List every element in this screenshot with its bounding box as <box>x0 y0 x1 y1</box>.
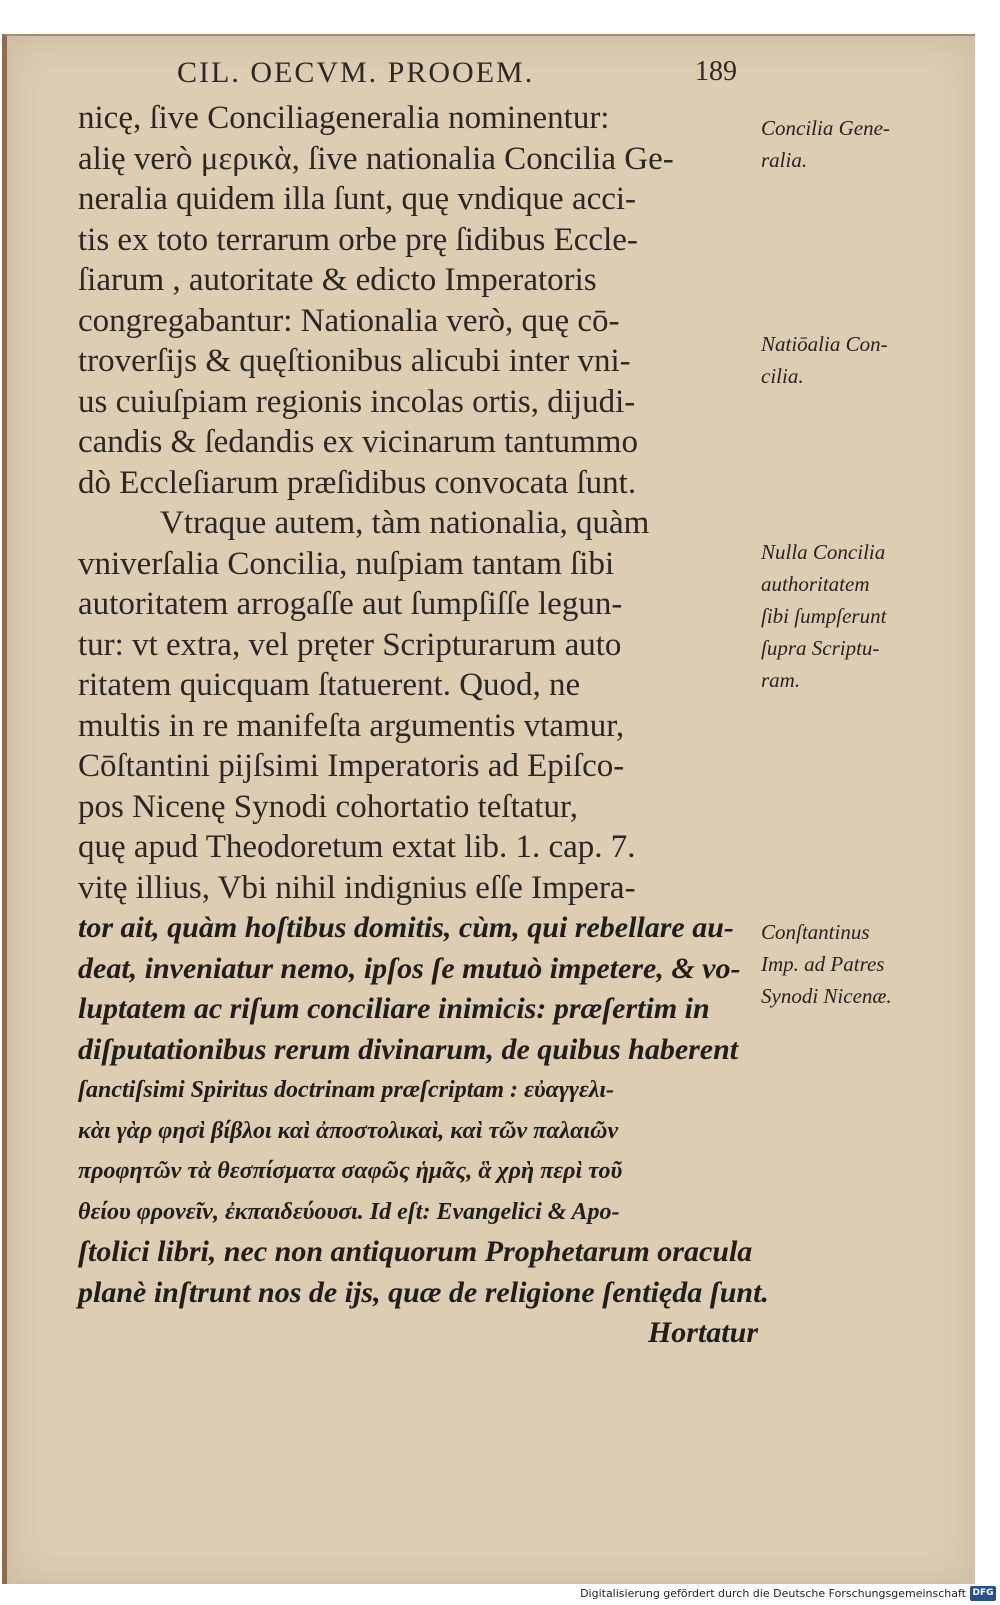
text-line: nicę, ſive Conciliageneralia nominentur: <box>78 100 610 136</box>
text-line: vniverſalia Concilia, nuſpiam tantam ſibi <box>78 545 615 582</box>
page-number: 189 <box>695 56 737 87</box>
text-line: candis & ſedandis ex vicinarum tantummo <box>78 424 638 460</box>
text-line: vitę illius, Vbi nihil indignius eſſe Impera- <box>78 869 636 906</box>
funding-credit: Digitalisierung gefördert durch die Deutsche Forschungsgemeinschaft <box>580 1587 966 1600</box>
text-line: quę apud Theodoretum extat lib. 1. cap. 7. <box>78 829 636 865</box>
text-line: autoritatem arrogaſſe aut ſumpſiſſe legun- <box>78 586 623 622</box>
running-head: CIL. OECVM. PROOEM. <box>177 56 535 89</box>
text-line: neralia quidem illa ſunt, quę vndique acci- <box>78 181 637 217</box>
text-line: κὰι γὰρ φησὶ βίβλοι καὶ ἀποστολικαὶ, καὶ τῶν παλαιῶν <box>78 1117 619 1144</box>
margin-note-nationalia-concilia: Natiōalia Con- cilia. <box>761 332 888 388</box>
text-line: multis in re manifeſta argumentis vtamur, <box>78 707 625 744</box>
margin-notes <box>7 36 975 1586</box>
text-line: tor ait, quàm hoſtibus domitis, cùm, qui rebellare au- <box>78 911 734 944</box>
text-line: tis ex toto terrarum orbe prę ſidibus Eccle- <box>78 221 638 258</box>
text-line: θείου φρονεῖν, ἐκπαιδεύουσι. Id eſt: Evangelici & Apo- <box>78 1198 620 1225</box>
text-line: tur: vt extra, vel pręter Scripturarum auto <box>78 626 622 663</box>
book-page <box>2 34 975 1586</box>
text-line: Cōſtantini pijſsimi Imperatoris ad Epiſco- <box>78 748 625 784</box>
text-line: ſtolici libri, nec non antiquorum Prophetarum oracula <box>78 1235 753 1268</box>
text-line: Vtraque autem, tàm nationalia, quàm <box>160 505 650 541</box>
text-line: planè inſtrunt nos de ijs, quæ de religione ſentięda ſunt. <box>78 1275 769 1309</box>
text-line: luptatem ac riſum conciliare inimicis: præſertim in <box>78 992 710 1025</box>
catchword: Hortatur <box>647 1316 758 1349</box>
text-line: alię verò μερικὰ, ſive nationalia Concilia Ge- <box>78 140 674 177</box>
text-line: ſiarum , autoritate & edicto Imperatoris <box>78 262 597 298</box>
text-line: pos Nicenę Synodi cohortatio teſtatur, <box>78 788 578 825</box>
digitization-footer <box>0 1584 1000 1605</box>
text-line: dò Eccleſiarum præſidibus convocata ſunt. <box>78 464 637 501</box>
text-line: ſanctiſsimi Spiritus doctrinam præſcriptam : εὐαγγελι- <box>78 1077 615 1103</box>
dfg-logo-icon: DFG <box>970 1586 996 1601</box>
text-line: προφητῶν τὰ θεσπίσματα σαφῶς ἡμᾶς, ἃ χρὴ περὶ τοῦ <box>78 1158 623 1184</box>
margin-note-nulla-concilia: Nulla Concilia authoritatem ſibi ſumpſerunt ſupra Scriptu- ram. <box>761 540 887 692</box>
margin-note-constantinus: Conſtantinus Imp. ad Patres Synodi Nicenæ. <box>761 920 892 1008</box>
text-line: deat, inveniatur nemo, ipſos ſe mutuò impetere, & vo- <box>78 951 741 985</box>
text-line: troverſijs & quęſtionibus alicubi inter vni- <box>78 343 631 379</box>
text-line: us cuiuſpiam regionis incolas ortis, dijudi- <box>78 383 636 420</box>
text-line: ritatem quicquam ſtatuerent. Quod, ne <box>78 667 581 703</box>
text-line: congregabantur: Nationalia verò, quę cō- <box>78 302 620 339</box>
margin-note-concilia-generalia: Concilia Gene- ralia. <box>761 116 890 172</box>
text-line: diſputationibus rerum divinarum, de quibus haberent <box>78 1032 739 1066</box>
